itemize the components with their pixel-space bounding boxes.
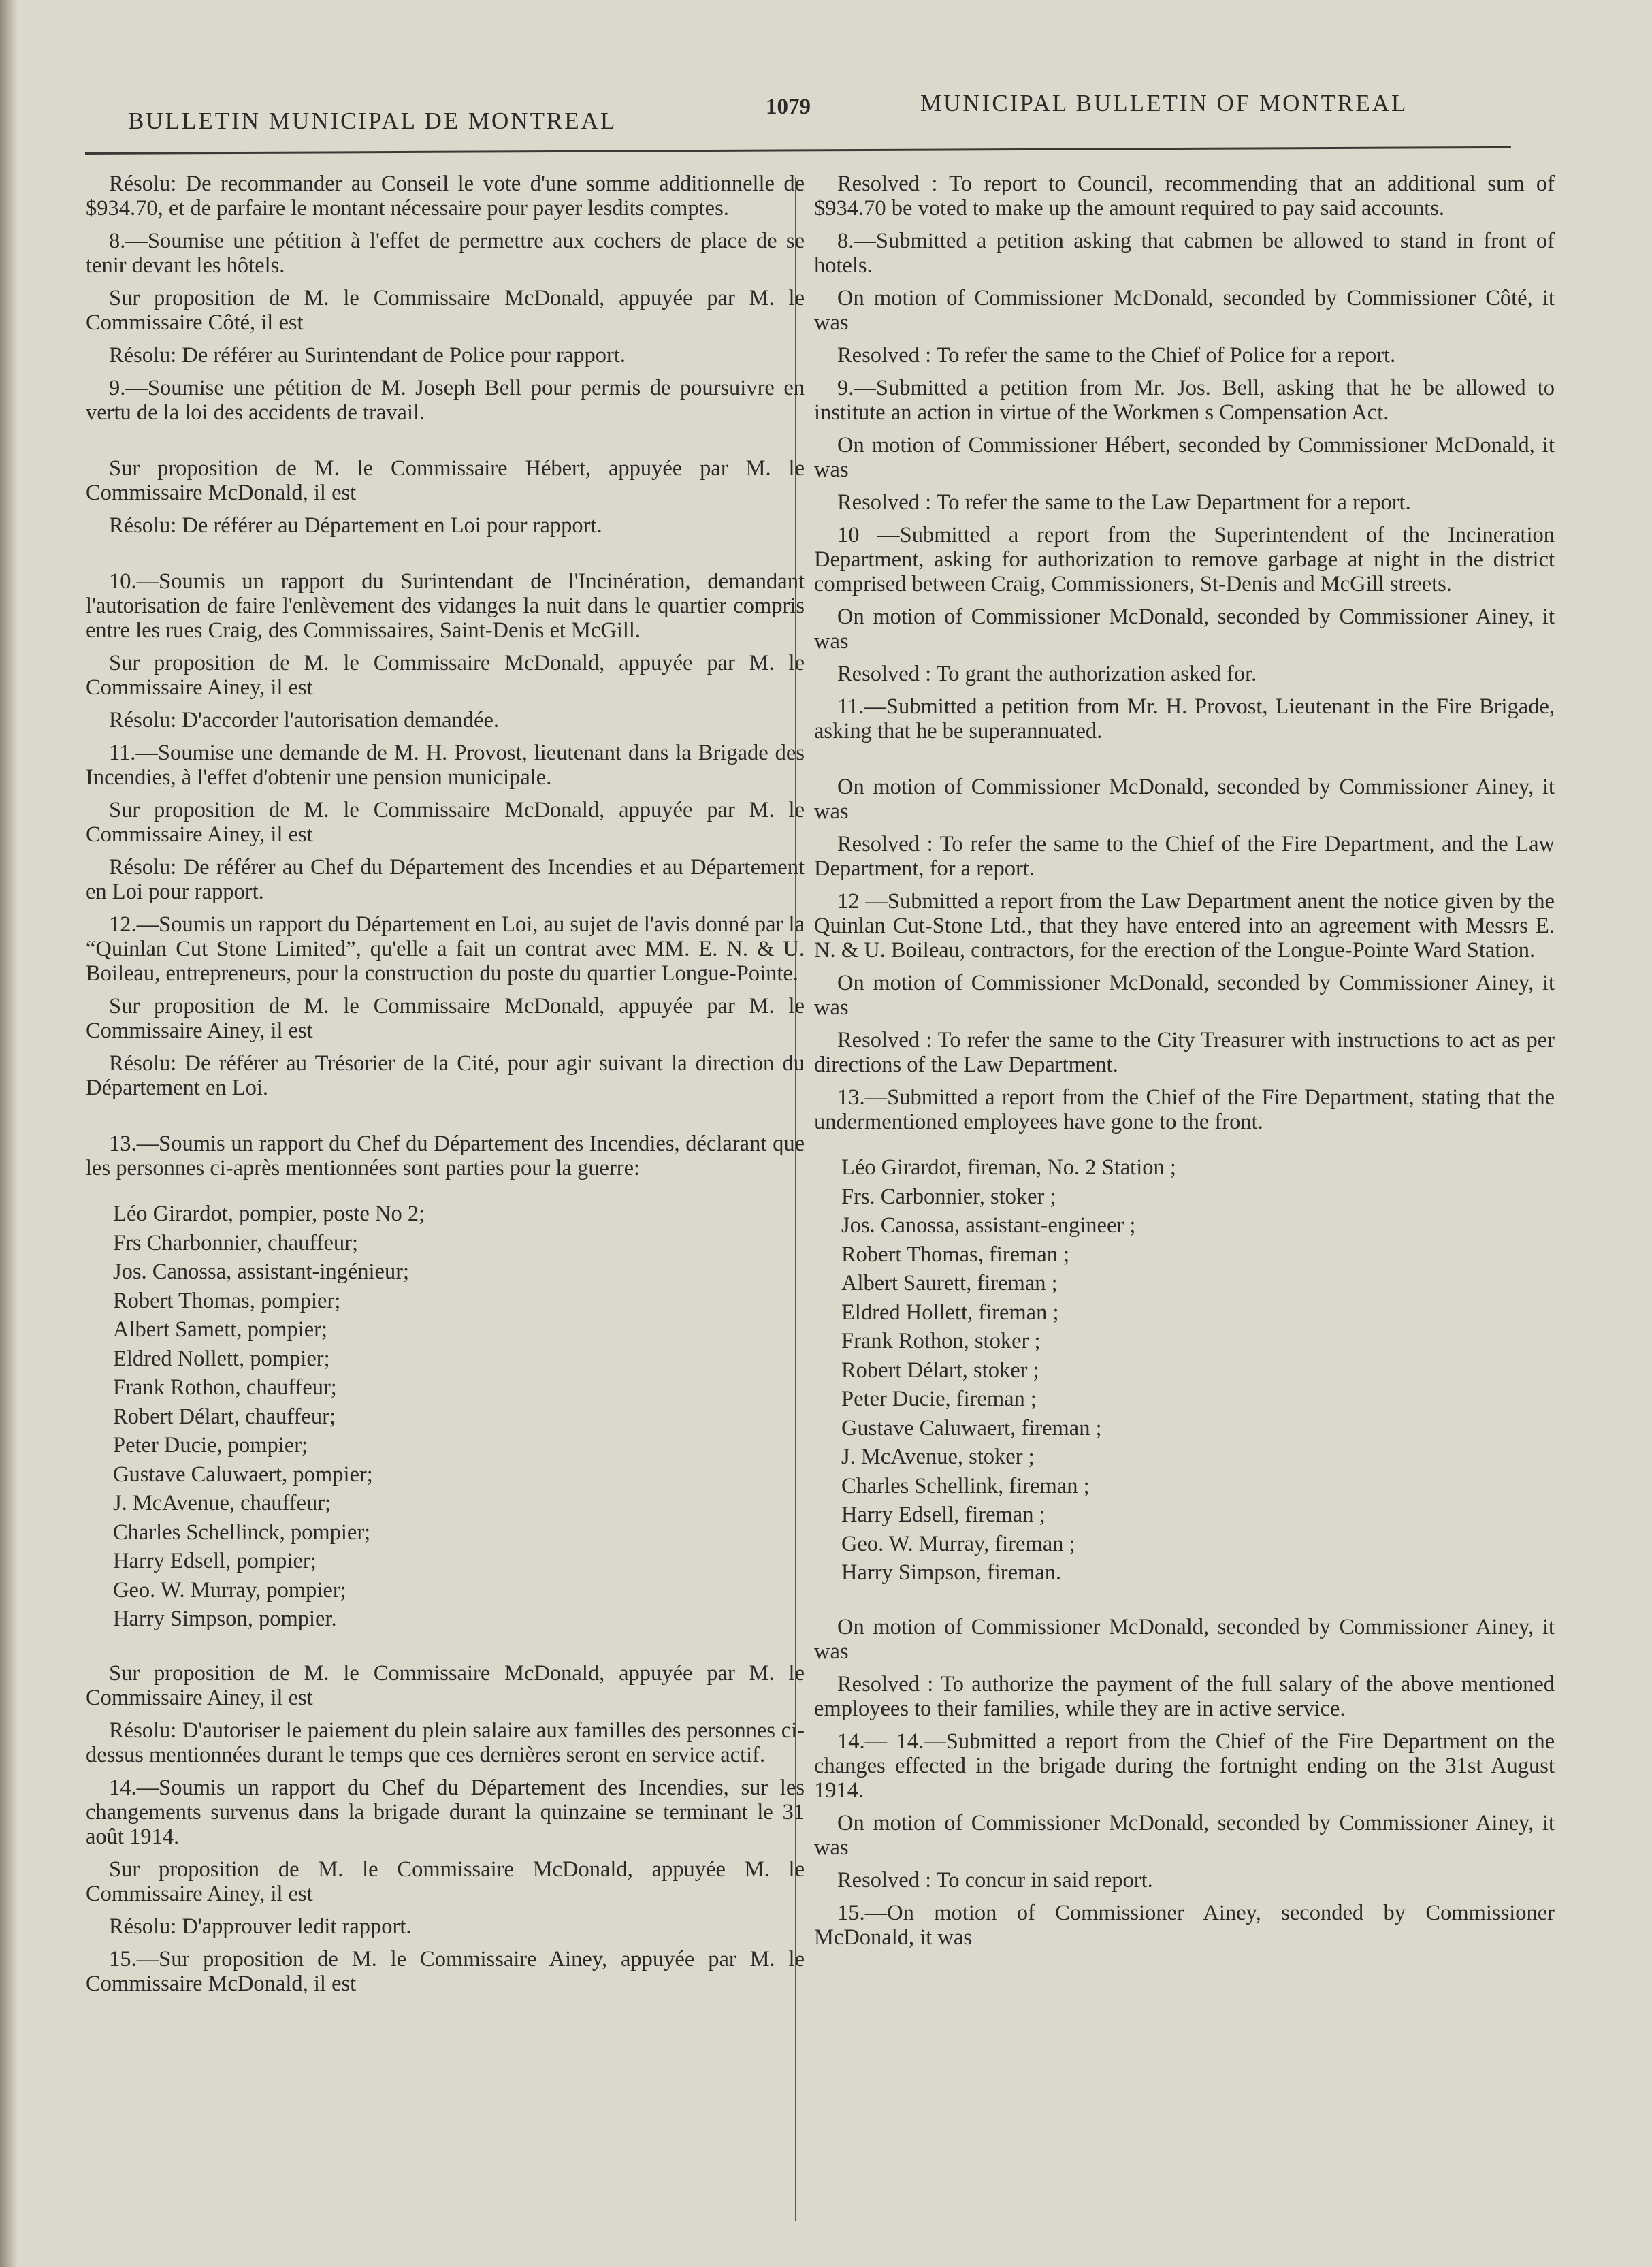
list-item: Harry Edsell, pompier; (113, 1549, 317, 1573)
paragraph: Resolved : To refer the same to the Chief of the Fire Department, and the Law Department, for a report. (814, 832, 1555, 881)
paragraph: 12 —Submitted a report from the Law Department anent the notice given by the Quinlan Cut-Stone Ltd., that they have entered into an agreement with Messrs E. N. & U. Boileau, contractors, for the erection of the Longue-Pointe Ward Station. (814, 889, 1555, 963)
paragraph: On motion of Commissioner McDonald, seconded by Commissioner Ainey, it was (814, 1810, 1555, 1860)
personnel-list-en (814, 1153, 1555, 1588)
paragraph: Sur proposition de M. le Commissaire McDonald, appuyée par M. le Commissaire Côté, il est (86, 286, 805, 335)
list-item: Gustave Caluwaert, fireman ; (841, 1415, 1102, 1441)
paragraph: On motion of Commissioner McDonald, seconded by Commissioner Ainey, it was (814, 775, 1555, 824)
list-item: Geo. W. Murray, fireman ; (841, 1531, 1075, 1556)
paragraph: Résolu: De référer au Département en Loi pour rapport. (109, 513, 602, 538)
list-item: J. McAvenue, chauffeur; (113, 1491, 331, 1515)
paragraph: 9.—Submitted a petition from Mr. Jos. Bell, asking that he be allowed to institute an action in virtue of the Workmen s Compensation Act. (814, 376, 1555, 425)
list-item: Geo. W. Murray, pompier; (113, 1577, 346, 1603)
paragraph: Résolu: De référer au Chef du Département des Incendies et au Département en Loi pour rapport. (86, 855, 805, 904)
paragraph: 11.—Soumise une demande de M. H. Provost, lieutenant dans la Brigade des Incendies, à l'effet d'obtenir une pension municipale. (86, 741, 805, 790)
paragraph: Résolu: De recommander au Conseil le vote d'une somme additionnelle de $934.70, et de parfaire le montant nécessaire pour payer lesdits comptes. (86, 172, 805, 221)
list-item: Léo Girardot, fireman, No. 2 Station ; (841, 1155, 1176, 1180)
paragraph: Sur proposition de M. le Commissaire McDonald, appuyée par M. le Commissaire Ainey, il est (86, 798, 805, 847)
list-item: J. McAvenue, stoker ; (841, 1445, 1035, 1469)
paragraph: Resolved : To refer the same to the Chief of Police for a report. (837, 343, 1396, 368)
list-item: Albert Saurett, fireman ; (841, 1271, 1058, 1296)
page-header (0, 0, 1652, 157)
list-item: Frs. Carbonnier, stoker ; (841, 1184, 1056, 1209)
english-column (814, 172, 1555, 1958)
paragraph: Résolu: De référer au Trésorier de la Cité, pour agir suivant la direction du Département en Loi. (86, 1051, 805, 1100)
french-running-title: BULLETIN MUNICIPAL DE MONTREAL (128, 108, 617, 134)
list-item: Peter Ducie, pompier; (113, 1433, 308, 1458)
list-item: Robert Thomas, pompier; (113, 1288, 341, 1313)
paragraph: On motion of Commissioner Hébert, seconded by Commissioner McDonald, it was (814, 433, 1555, 482)
list-item: Jos. Canossa, assistant-engineer ; (841, 1213, 1136, 1238)
list-item: Charles Schellinck, pompier; (113, 1520, 371, 1545)
paragraph: 13.—Soumis un rapport du Chef du Département des Incendies, déclarant que les personnes ci-après mentionnées sont parties pour la guerre: (86, 1131, 805, 1180)
list-item: Harry Edsell, fireman ; (841, 1502, 1046, 1527)
list-item: Frs Charbonnier, chauffeur; (113, 1230, 359, 1255)
paragraph: Resolved : To refer the same to the Law Department for a report. (837, 490, 1411, 515)
paragraph: On motion of Commissioner McDonald, seconded by Commissioner Côté, it was (814, 286, 1555, 335)
paragraph: Sur proposition de M. le Commissaire McDonald, appuyée par M. le Commissaire Ainey, il est (86, 651, 805, 700)
list-item: Jos. Canossa, assistant-ingénieur; (113, 1259, 410, 1284)
paragraph: 13.—Submitted a report from the Chief of the Fire Department, stating that the undermentioned employees have gone to the front. (814, 1085, 1555, 1134)
paragraph: Sur proposition de M. le Commissaire McDonald, appuyée par M. le Commissaire Ainey, il est (86, 1660, 805, 1710)
page-number: 1079 (766, 95, 811, 119)
paragraph: Résolu: D'accorder l'autorisation demandée. (109, 708, 500, 733)
paragraph: 15.—Sur proposition de M. le Commissaire Ainey, appuyée par M. le Commissaire McDonald, il est (86, 1946, 805, 1996)
list-item: Harry Simpson, pompier. (113, 1607, 337, 1631)
list-item: Robert Délart, stoker ; (841, 1357, 1039, 1383)
paragraph: Sur proposition de M. le Commissaire McDonald, appuyée par M. le Commissaire Ainey, il est (86, 994, 805, 1043)
paragraph: 9.—Soumise une pétition de M. Joseph Bell pour permis de poursuivre en vertu de la loi des accidents de travail. (86, 376, 805, 425)
list-item: Robert Délart, chauffeur; (113, 1404, 336, 1429)
list-item: Frank Rothon, chauffeur; (113, 1375, 337, 1400)
paragraph: Résolu: D'autoriser le paiement du plein salaire aux familles des personnes ci-dessus mentionnées durant le temps que ces dernières seront en service actif. (86, 1718, 805, 1767)
list-item: Harry Simpson, fireman. (841, 1560, 1062, 1585)
paragraph: 8.—Submitted a petition asking that cabmen be allowed to stand in front of hotels. (814, 229, 1555, 278)
paragraph: 10 —Submitted a report from the Superintendent of the Incineration Department, asking for authorization to remove garbage at night in the district comprised between Craig, Commissioners, St-Denis and McGill streets. (814, 523, 1555, 596)
paragraph: On motion of Commissioner McDonald, seconded by Commissioner Ainey, it was (814, 605, 1555, 654)
list-item: Frank Rothon, stoker ; (841, 1329, 1041, 1353)
paragraph: 15.—On motion of Commissioner Ainey, seconded by Commissioner McDonald, it was (814, 1900, 1555, 1950)
paragraph: Resolved : To concur in said report. (837, 1867, 1153, 1893)
paragraph: 10.—Soumis un rapport du Surintendant de l'Incinération, demandant l'autorisation de faire l'enlèvement des vidanges la nuit dans le quartier compris entre les rues Craig, des Commissaires, Saint-Denis et McGill. (86, 569, 805, 643)
paragraph: 12.—Soumis un rapport du Département en Loi, au sujet de l'avis donné par la “Quinlan Cut Stone Limited”, qu'elle a fait un contrat avec MM. E. N. & U. Boileau, entrepreneurs, pour la construction du poste du quartier Longue-Pointe. (86, 912, 805, 986)
paragraph: 14.— 14.—Submitted a report from the Chief of the Fire Department on the changes effected in the brigade during the fortnight ending on the 31st August 1914. (814, 1729, 1555, 1803)
paragraph: Sur proposition de M. le Commissaire Hébert, appuyée par M. le Commissaire McDonald, il est (86, 456, 805, 505)
list-item: Albert Samett, pompier; (113, 1317, 328, 1342)
paragraph: 8.—Soumise une pétition à l'effet de permettre aux cochers de place de se tenir devant les hôtels. (86, 229, 805, 278)
list-item: Peter Ducie, fireman ; (841, 1387, 1037, 1411)
header-rule (85, 146, 1511, 155)
list-item: Gustave Caluwaert, pompier; (113, 1462, 373, 1487)
paragraph: Résolu: D'approuver ledit rapport. (109, 1914, 412, 1939)
personnel-list-fr (86, 1200, 805, 1634)
paragraph: On motion of Commissioner McDonald, seconded by Commissioner Ainey, it was (814, 1614, 1555, 1664)
list-item: Eldred Hollett, fireman ; (841, 1300, 1059, 1325)
paragraph: 11.—Submitted a petition from Mr. H. Provost, Lieutenant in the Fire Brigade, asking that he be superannuated. (814, 694, 1555, 743)
paragraph: 14.—Soumis un rapport du Chef du Département des Incendies, sur les changements survenus dans la brigade durant la quinzaine se terminant le 31 août 1914. (86, 1775, 805, 1849)
french-column (86, 172, 805, 2004)
list-item: Léo Girardot, pompier, poste No 2; (113, 1202, 425, 1226)
paragraph: On motion of Commissioner McDonald, seconded by Commissioner Ainey, it was (814, 971, 1555, 1020)
paragraph: Resolved : To authorize the payment of the full salary of the above mentioned employees to their families, while they are in active service. (814, 1671, 1555, 1721)
english-running-title: MUNICIPAL BULLETIN OF MONTREAL (920, 90, 1408, 116)
list-item: Robert Thomas, fireman ; (841, 1242, 1070, 1267)
list-item: Eldred Nollett, pompier; (113, 1346, 330, 1371)
page-binding-shadow (0, 0, 18, 2267)
paragraph: Resolved : To report to Council, recommending that an additional sum of $934.70 be voted to make up the amount required to pay said accounts. (814, 172, 1555, 221)
paragraph: Resolved : To grant the authorization asked for. (837, 662, 1257, 686)
paragraph: Sur proposition de M. le Commissaire McDonald, appuyée M. le Commissaire Ainey, il est (86, 1856, 805, 1906)
paragraph: Résolu: De référer au Surintendant de Police pour rapport. (109, 343, 626, 368)
paragraph: Resolved : To refer the same to the City Treasurer with instructions to act as per directions of the Law Department. (814, 1028, 1555, 1077)
list-item: Charles Schellink, fireman ; (841, 1473, 1090, 1498)
